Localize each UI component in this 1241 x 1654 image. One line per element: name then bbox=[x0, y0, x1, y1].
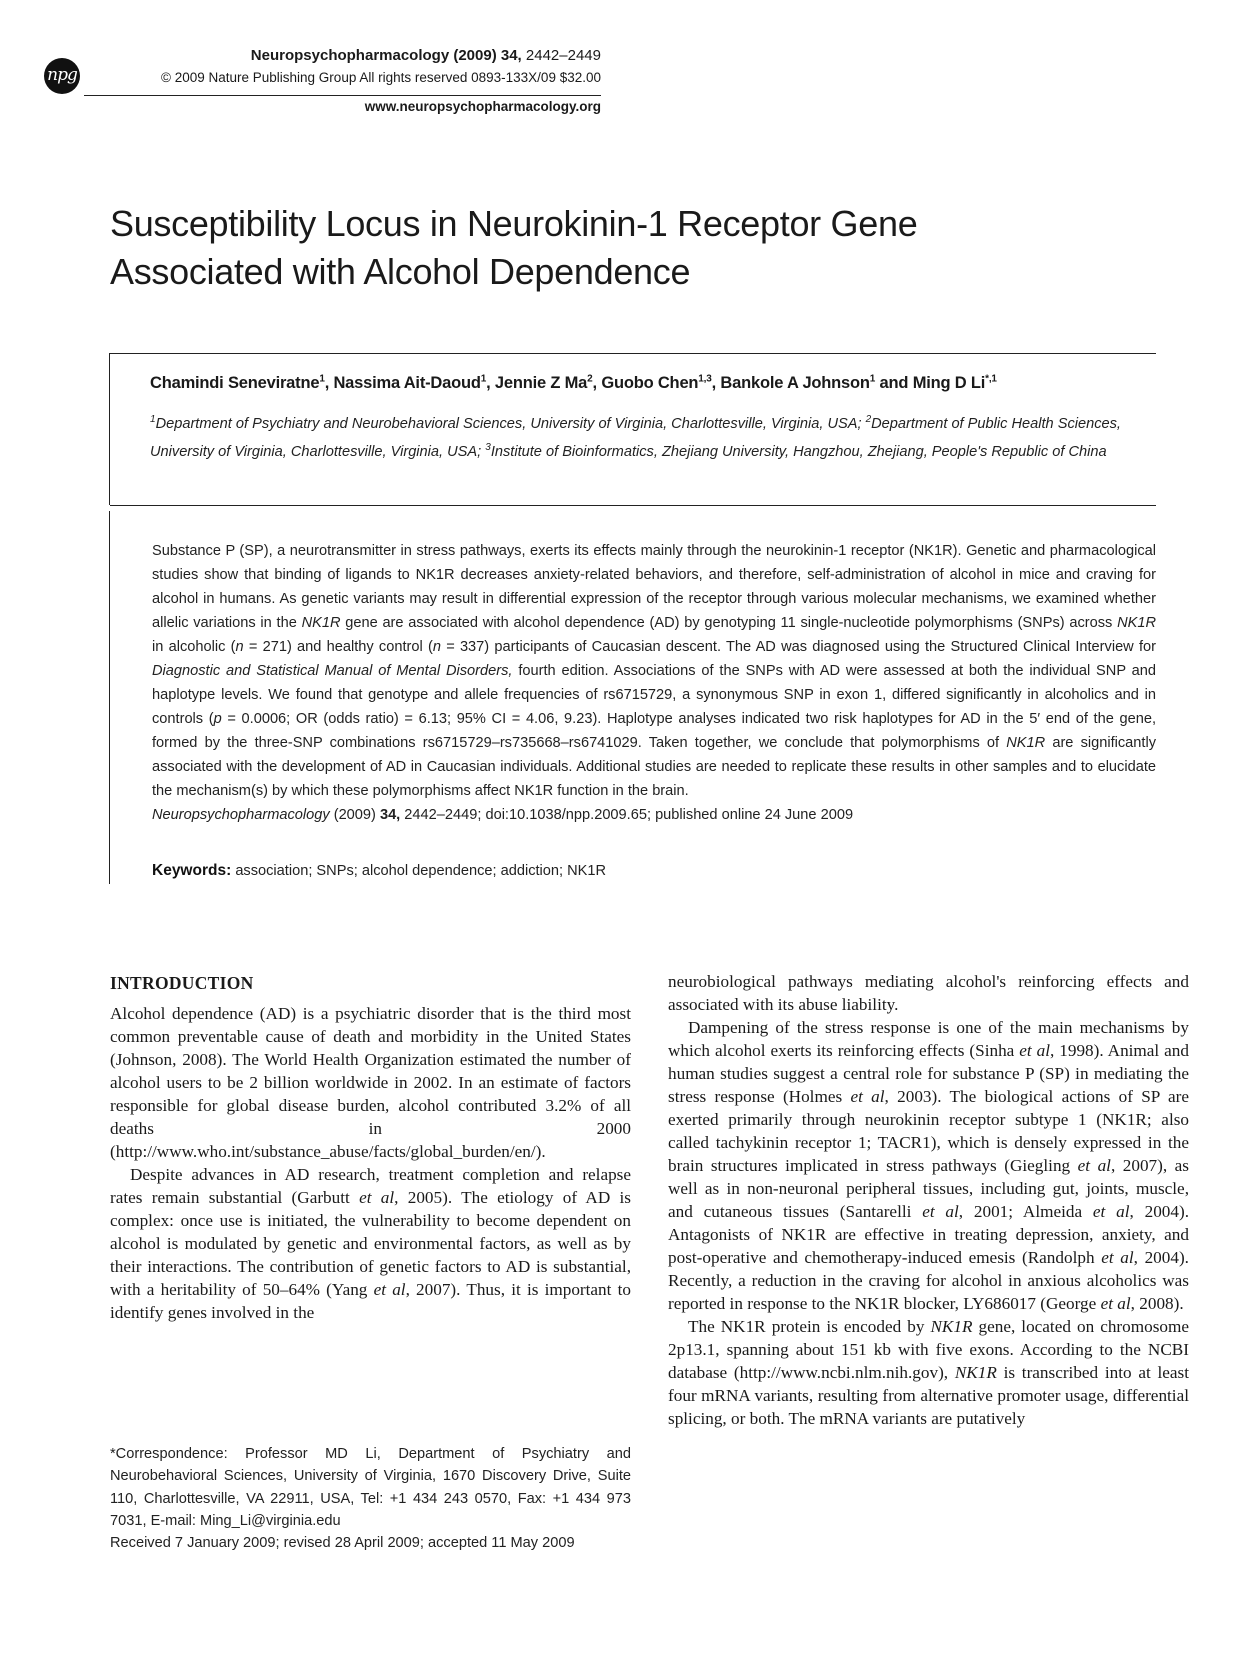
authors-bottom-rule bbox=[110, 505, 1156, 506]
header-rule bbox=[84, 95, 601, 96]
author-list bbox=[150, 373, 1160, 393]
body-paragraph: Despite advances in AD research, treatment completion and relapse rates remain substantial (Garbutt et al, 2005). The etiology of AD is complex: once use is initiated, the vulnerability to become dependent on alcohol is modulated by genetic and environmental factors, as well as by their interactions. The contribution of genetic factors to AD is substantial, with a heritability of 50–64% (Yang et al, 2007). Thus, it is important to identify genes involved in the bbox=[110, 1165, 631, 1322]
correspondence: *Correspondence: Professor MD Li, Department of Psychiatry and Neurobehavioral Sciences, University of Virginia, 1670 Discovery Drive, Suite 110, Charlottesville, VA 22911, USA, Tel: +1 434 243 0570, Fax: +1 434 973 7031, E-mail: Ming_Li@virginia.edu bbox=[110, 1446, 631, 1529]
correspondence-footnote bbox=[110, 1443, 631, 1554]
section-heading-introduction: INTRODUCTION bbox=[110, 973, 254, 993]
journal-citation bbox=[251, 47, 601, 64]
affiliations: $^1$Department of Psychiatry and Neurobehavioral Sciences, University of Virginia, Charlottesville, Virginia, USA; $^2$Department of Public Health Sciences, University of Virginia, Charlottesville, Virginia, USA; $^3$Institute of Bioinformatics, Zhejiang University, Hangzhou, Zhejiang, People's Republic of China bbox=[150, 414, 1121, 460]
affiliation: Institute of Bioinformatics, Zhejiang University, Hangzhou, Zhejiang, People's Republic of China bbox=[490, 443, 1107, 460]
abstract-citation: Neuropsychopharmacology (2009) 34, 2442–2449; doi:10.1038/npp.2009.65; published online 24 June 2009 bbox=[152, 807, 854, 823]
affiliation: Department of Public Health Sciences, University of Virginia, Charlottesville, Virginia, USA; bbox=[150, 415, 1121, 460]
authors-top-rule bbox=[110, 353, 1156, 354]
body-paragraph: Alcohol dependence (AD) is a psychiatric disorder that is the third most common preventable cause of death and morbidity in the United States (Johnson, 2008). The World Health Organization estimated the number of alcohol users to be 2 billion worldwide in 2002. In an estimate of factors responsible for global disease burden, alcohol contributed 3.2% of all deaths in 2000 (http://www.who.int/substance_abuse/facts/global_burden/en/). bbox=[110, 1004, 631, 1161]
npg-logo: npg bbox=[44, 58, 80, 94]
author: Bankole A Johnson$^1$ and bbox=[720, 373, 913, 392]
article-title bbox=[110, 200, 1110, 296]
received-dates: Received 7 January 2009; revised 28 April 2009; accepted 11 May 2009 bbox=[110, 1535, 575, 1552]
title-line-2: Associated with Alcohol Dependence bbox=[110, 251, 691, 292]
body-column-left bbox=[110, 972, 631, 1324]
authors-left-rule bbox=[109, 353, 110, 505]
author: Ming D $Li^{*,1}$ bbox=[912, 373, 997, 392]
abstract-left-rule bbox=[109, 511, 110, 884]
author: Guobo Chen$^{1,3}$, bbox=[601, 373, 721, 392]
abstract: Substance P (SP), a neurotransmitter in stress pathways, exerts its effects mainly through the neurokinin-1 receptor (NK1R). Genetic and pharmacological studies show that binding of ligands to NK1R decreases anxiety-related behaviors, and therefore, self-administration of alcohol in mice and craving for alcohol in humans. As genetic variants may result in differential expression of the receptor through various molecular mechanisms, we examined whether allelic variations in the NK1R gene are associated with alcohol dependence (AD) by genotyping 11 single-nucleotide polymorphisms (SNPs) across NK1R in alcoholic (n = 271) and healthy control (n = 337) participants of Caucasian descent. The AD was diagnosed using the Structured Clinical Interview for Diagnostic and Statistical Manual of Mental Disorders, fourth edition. Associations of the SNPs with AD were assessed at both the individual SNP and haplotype levels. We found that genotype and allele frequencies of rs6715729, a synonymous SNP in exon 1, differed significantly in alcoholics and in controls (p = 0.0006; OR (odds ratio) = 6.13; 95% CI = 4.06, 9.23). Haplotype analyses indicated two risk haplotypes for AD in the 5′ end of the gene, formed by the three-SNP combinations rs6715729–rs735668–rs6741029. Taken together, we conclude that polymorphisms of NK1R are significantly associated with the development of AD in Caucasian individuals. Additional studies are needed to replicate these results in other samples and to elucidate the mechanism(s) by which these polymorphisms affect NK1R function in the brain. Neuropsychopharmacology (2009) 34, 2442–2449; doi:10.1038/npp.2009.65; published online 24 June 2009 bbox=[152, 543, 1157, 823]
title-line-1: Susceptibility Locus in Neurokinin-1 Receptor Gene bbox=[110, 203, 918, 244]
keywords-text: association; SNPs; alcohol dependence; addiction; NK1R bbox=[235, 863, 607, 879]
keywords-label: Keywords: bbox=[152, 862, 232, 879]
body-paragraph: Dampening of the stress response is one of the main mechanisms by which alcohol exerts its reinforcing effects (Sinha et al, 1998). Animal and human studies suggest a central role for substance P (SP) in mediating the stress response (Holmes et al, 2003). The biological actions of SP are exerted primarily through neurokinin receptor subtype 1 (NK1R; also called tachykinin receptor 1; TACR1), which is densely expressed in the brain structures implicated in stress pathways (Giegling et al, 2007), as well as in non-neuronal peripheral tissues, including gut, joints, muscle, and cutaneous tissues (Santarelli et al, 2001; Almeida et al, 2004). Antagonists of NK1R are effective in treating depression, anxiety, and post-operative and chemotherapy-induced emesis (Randolph et al, 2004). Recently, a reduction in the craving for alcohol in anxious alcoholics was reported in response to the NK1R blocker, LY686017 (George et al, 2008). bbox=[668, 1018, 1190, 1313]
copyright-line: © 2009 Nature Publishing Group All rights reserved 0893-133X/09 $32.00 bbox=[161, 70, 601, 85]
body-column-right bbox=[668, 970, 1189, 1430]
journal-volume: 34, bbox=[500, 47, 522, 64]
author: Jennie Z Ma$^2$, bbox=[494, 373, 602, 392]
author: Nassima Ait-Daoud$^1$, bbox=[333, 373, 495, 392]
journal-pages: 2442–2449 bbox=[525, 47, 601, 64]
journal-name: Neuropsychopharmacology (2009) bbox=[250, 47, 497, 64]
body-paragraph: neurobiological pathways mediating alcohol's reinforcing effects and associated with its abuse liability. bbox=[668, 972, 1189, 1014]
journal-url[interactable]: www.neuropsychopharmacology.org bbox=[364, 99, 601, 114]
body-paragraph: The NK1R protein is encoded by NK1R gene, located on chromosome 2p13.1, spanning about 151 kb with five exons. According to the NCBI database (http://www.ncbi.nlm.nih.gov), NK1R is transcribed into at least four mRNA variants, resulting from alternative promoter usage, differential splicing, or both. The mRNA variants are putatively bbox=[668, 1317, 1189, 1428]
affiliation: Department of Psychiatry and Neurobehavioral Sciences, University of Virginia, Charlottesville, Virginia, USA; bbox=[155, 415, 866, 432]
keywords bbox=[152, 862, 1156, 880]
author: Chamindi Seneviratne$^1$, bbox=[150, 373, 334, 392]
